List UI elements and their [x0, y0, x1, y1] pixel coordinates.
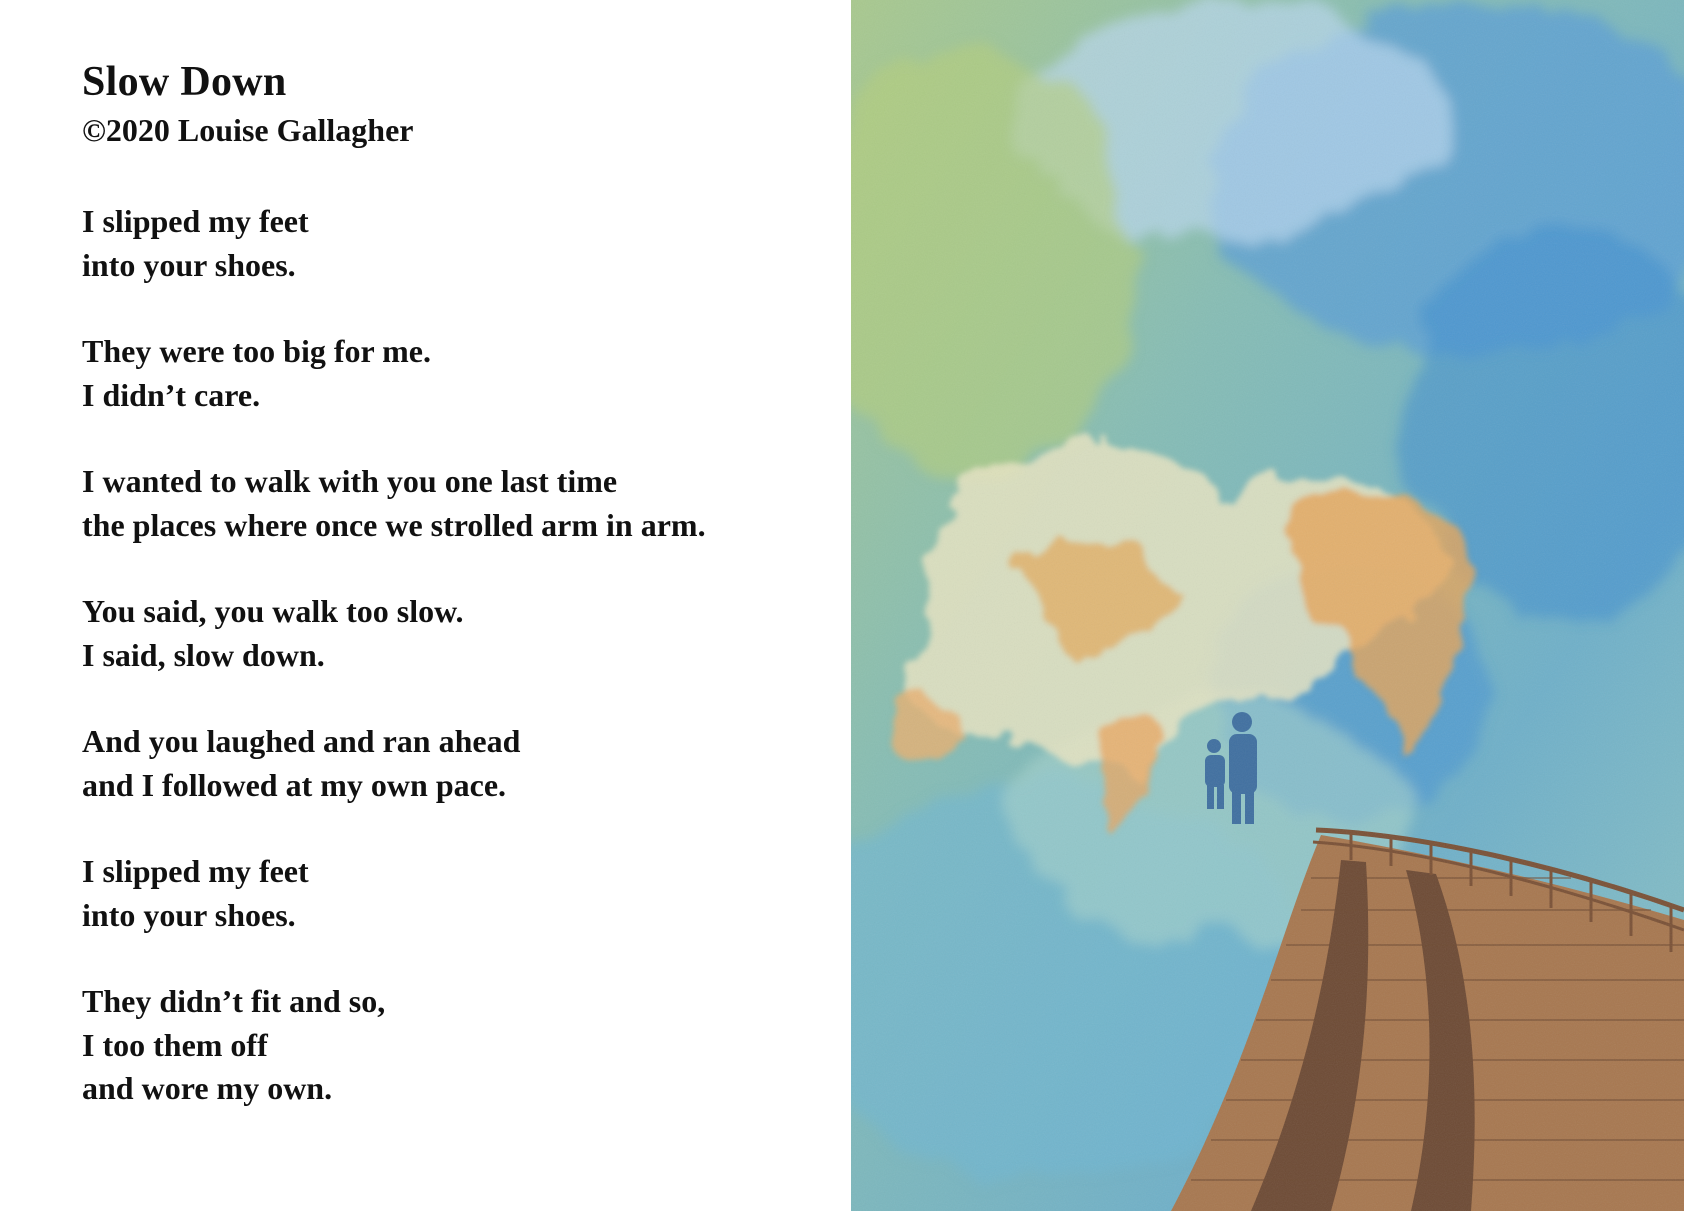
poem-line: You said, you walk too slow. — [82, 593, 464, 629]
poem-line: I too them off — [82, 1026, 268, 1063]
poem-line: They were too big for me. — [82, 333, 431, 369]
poem-credit: ©2020 Louise Gallagher — [82, 112, 414, 148]
poem-line: I slipped my feet — [82, 853, 309, 889]
poem-line: I said, slow down. — [82, 636, 325, 673]
stanza — [82, 850, 706, 937]
stanza — [82, 590, 706, 677]
poem-line: I didn’t care. — [82, 376, 261, 413]
stanza — [82, 460, 706, 547]
stanza — [82, 980, 706, 1111]
poem-line: the places where once we strolled arm in arm. — [82, 506, 706, 543]
poem-line: I slipped my feet — [82, 203, 309, 239]
poem-line: into your shoes. — [82, 246, 296, 283]
stanza — [82, 200, 706, 287]
poem-line: They didn’t fit and so, — [82, 983, 386, 1019]
poem-line: and wore my own. — [82, 1070, 333, 1106]
poem-body — [82, 200, 706, 1154]
poem-line: into your shoes. — [82, 896, 296, 933]
stanza — [82, 720, 706, 807]
poem-line: I wanted to walk with you one last time — [82, 463, 618, 499]
poem-title: Slow Down — [82, 59, 287, 105]
watercolor-collage-image — [851, 0, 1684, 1211]
watercolor-artwork — [851, 0, 1684, 1211]
stanza — [82, 330, 706, 417]
poem-line: and I followed at my own pace. — [82, 766, 507, 803]
poem-line: And you laughed and ran ahead — [82, 723, 521, 759]
